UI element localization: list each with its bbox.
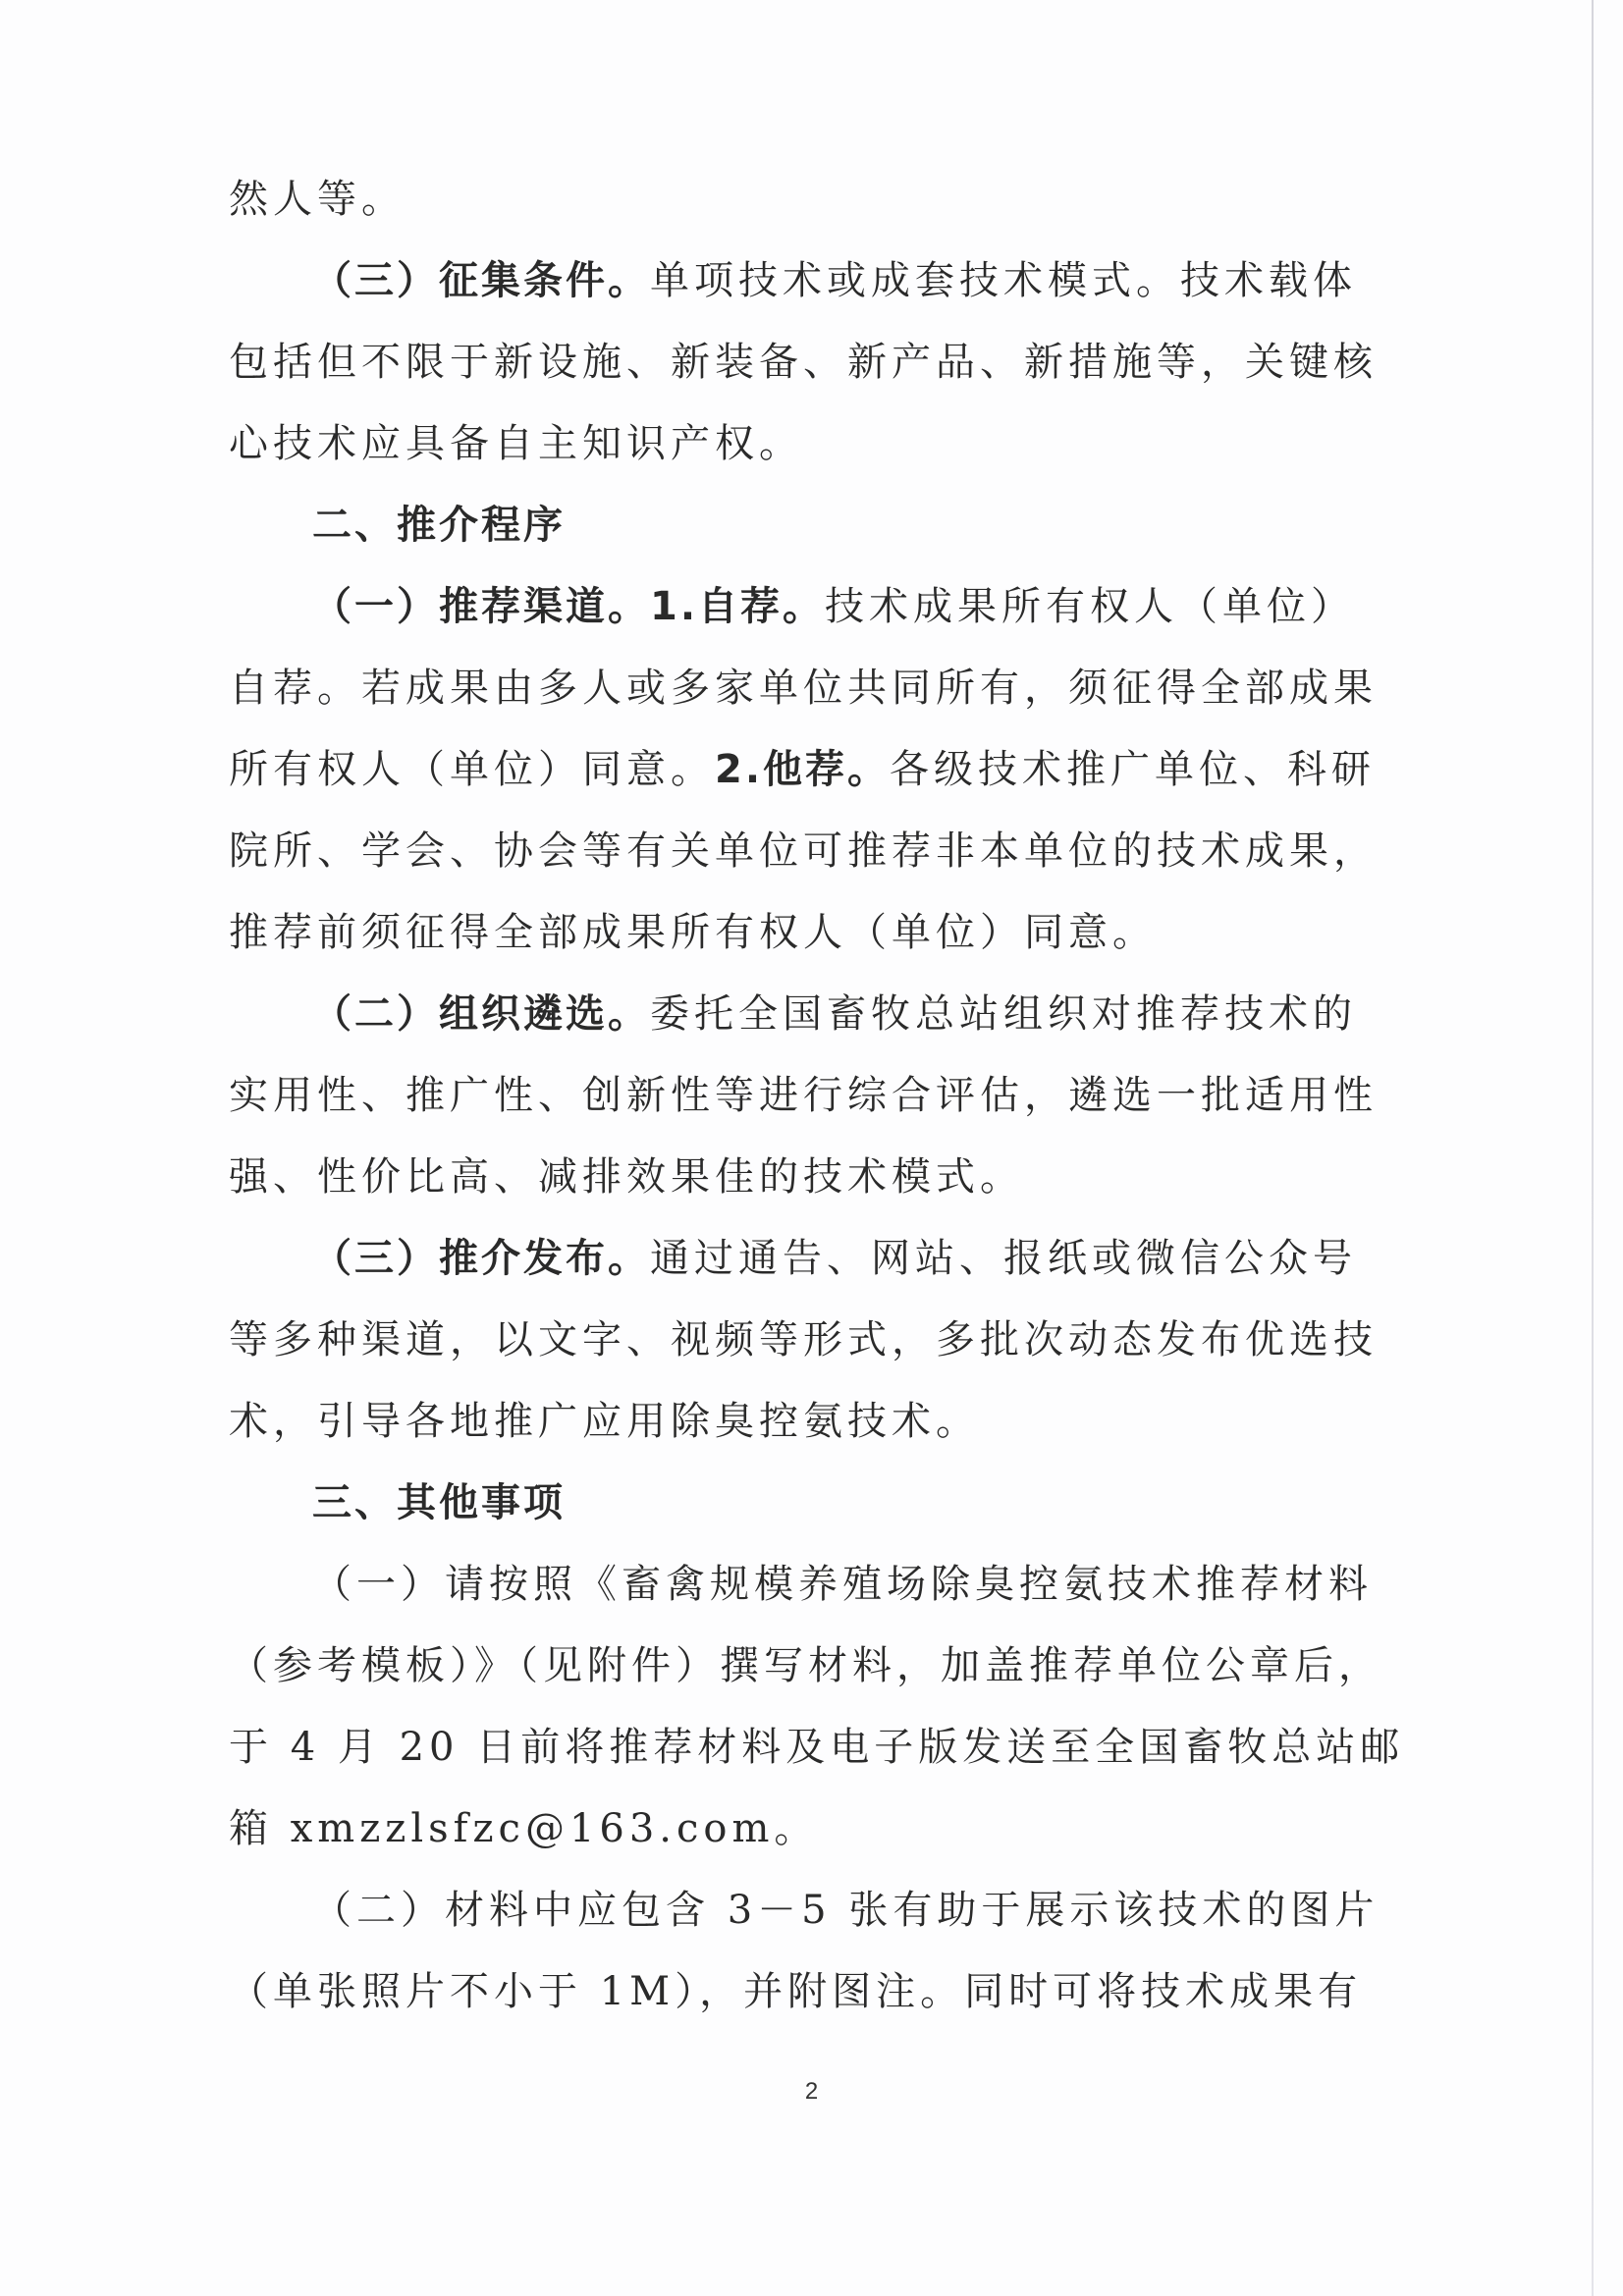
body-text: 委托全国畜牧总站组织对推荐技术的 <box>650 991 1357 1037</box>
body-line <box>229 747 1377 792</box>
section-item-selection <box>312 991 1357 1037</box>
body-line: 包括但不限于新设施、新装备、新产品、新措施等，关键核 <box>229 340 1378 385</box>
lead-phrase: （三）推介发布。 <box>312 1236 650 1281</box>
page-number: 2 <box>804 2078 819 2105</box>
section-item-conditions <box>312 258 1357 303</box>
section-heading-2: 二、推介程序 <box>312 503 566 548</box>
section-heading-3: 三、其他事项 <box>312 1480 566 1525</box>
body-line: 术，引导各地推广应用除臭控氨技术。 <box>229 1399 980 1444</box>
section-item-release <box>312 1236 1357 1281</box>
lead-phrase: （三）征集条件。 <box>312 258 650 303</box>
body-text: 技术成果所有权人（单位） <box>825 584 1356 629</box>
body-line: （一）请按照《畜禽规模养殖场除臭控氨技术推荐材料 <box>312 1562 1373 1607</box>
body-line: 于 4 月 20 日前将推荐材料及电子版发送至全国畜牧总站邮 <box>229 1725 1405 1770</box>
body-text: 各级技术推广单位、科研 <box>890 747 1377 792</box>
body-text: 单项技术或成套技术模式。技术载体 <box>650 258 1357 303</box>
lead-phrase: 2.他荐。 <box>715 747 891 792</box>
section-item-channels <box>312 584 1356 629</box>
lead-phrase: （一）推荐渠道。1.自荐。 <box>312 584 826 629</box>
body-line: （二）材料中应包含 3－5 张有助于展示该技术的图片 <box>312 1888 1380 1933</box>
body-line: 自荐。若成果由多人或多家单位共同所有，须征得全部成果 <box>229 666 1378 711</box>
body-line: 心技术应具备自主知识产权。 <box>229 421 803 466</box>
body-line: 推荐前须征得全部成果所有权人（单位）同意。 <box>229 910 1157 955</box>
scan-edge-line <box>1592 0 1594 2296</box>
lead-phrase: （二）组织遴选。 <box>312 991 650 1037</box>
body-text: 通过通告、网站、报纸或微信公众号 <box>650 1236 1357 1281</box>
email-line: 箱 xmzzlsfzc@163.com。 <box>229 1806 819 1851</box>
body-line: 强、性价比高、减排效果佳的技术模式。 <box>229 1154 1024 1200</box>
body-line: （单张照片不小于 1M），并附图注。同时可将技术成果有 <box>229 1969 1363 2014</box>
body-line: 等多种渠道，以文字、视频等形式，多批次动态发布优选技 <box>229 1317 1378 1362</box>
body-line: 院所、学会、协会等有关单位可推荐非本单位的技术成果， <box>229 828 1378 874</box>
body-line: （参考模板）》（见附件）撰写材料，加盖推荐单位公章后， <box>229 1643 1382 1688</box>
body-text: 所有权人（单位）同意。 <box>229 747 715 792</box>
body-line: 实用性、推广性、创新性等进行综合评估，遴选一批适用性 <box>229 1073 1378 1118</box>
body-line: 然人等。 <box>229 177 406 222</box>
